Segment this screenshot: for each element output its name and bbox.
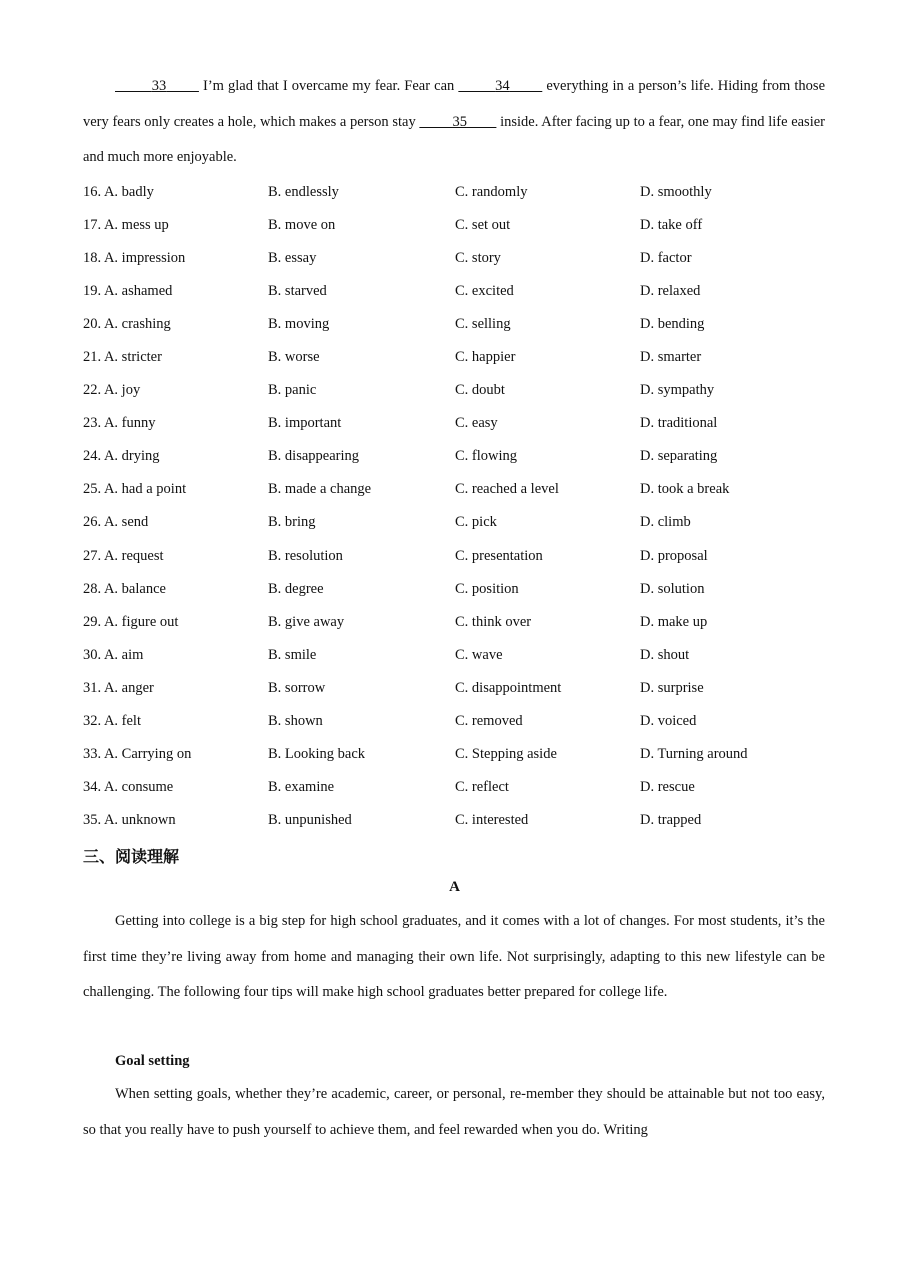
option-c: C. set out [455, 217, 511, 233]
option-d: D. Turning around [640, 746, 748, 762]
option-a: 23. A. funny [83, 415, 156, 431]
option-a: 16. A. badly [83, 184, 154, 200]
option-d: D. bending [640, 316, 705, 332]
option-row-29 [83, 614, 843, 647]
option-b: B. important [268, 415, 342, 431]
option-b: B. disappearing [268, 448, 360, 464]
option-row-17 [83, 217, 843, 250]
option-row-22 [83, 382, 843, 415]
option-c: C. reached a level [455, 481, 559, 497]
option-d: D. separating [640, 448, 718, 464]
passage-letter: A [449, 879, 460, 895]
option-row-16 [83, 184, 843, 217]
option-a: 28. A. balance [83, 581, 166, 597]
sub-heading-goal-setting: Goal setting [115, 1053, 190, 1069]
option-a: 27. A. request [83, 548, 164, 564]
option-b: B. degree [268, 581, 324, 597]
option-b: B. panic [268, 382, 317, 398]
option-b: B. starved [268, 283, 327, 299]
option-b: B. bring [268, 514, 316, 530]
option-b: B. moving [268, 316, 330, 332]
option-c: C. story [455, 250, 501, 266]
option-b: B. shown [268, 713, 323, 729]
option-b: B. examine [268, 779, 335, 795]
option-c: C. reflect [455, 779, 509, 795]
option-a: 35. A. unknown [83, 812, 176, 828]
option-d: D. smoothly [640, 184, 712, 200]
option-d: D. smarter [640, 349, 702, 365]
option-d: D. shout [640, 647, 690, 663]
option-c: C. doubt [455, 382, 505, 398]
option-d: D. trapped [640, 812, 702, 828]
option-a: 30. A. aim [83, 647, 144, 663]
option-d: D. climb [640, 514, 691, 530]
option-row-33 [83, 746, 843, 779]
option-d: D. take off [640, 217, 703, 233]
option-a: 20. A. crashing [83, 316, 171, 332]
option-c: C. randomly [455, 184, 528, 200]
option-b: B. sorrow [268, 680, 326, 696]
option-row-27 [83, 548, 843, 581]
option-b: B. unpunished [268, 812, 352, 828]
option-c: C. selling [455, 316, 511, 332]
option-a: 34. A. consume [83, 779, 174, 795]
option-a: 26. A. send [83, 514, 149, 530]
option-a: 22. A. joy [83, 382, 141, 398]
blank-33: 33 [151, 78, 167, 94]
option-c: C. disappointment [455, 680, 562, 696]
option-row-30 [83, 647, 843, 680]
option-d: D. proposal [640, 548, 708, 564]
option-d: D. rescue [640, 779, 695, 795]
option-d: D. surprise [640, 680, 704, 696]
option-row-24 [83, 448, 843, 481]
passage-paragraph-1: Getting into college is a big step for high school graduates, and it comes with a lot of changes. For most students, it’s the first time they’re living away from home and managing their own life. Not surprisingly, adapting to this new lifestyle can be challenging. The following four tips will make high school graduates better prepared for college life. [83, 913, 825, 1000]
option-row-26 [83, 514, 843, 547]
option-row-19 [83, 283, 843, 316]
option-b: B. move on [268, 217, 336, 233]
option-c: C. Stepping aside [455, 746, 557, 762]
option-row-28 [83, 581, 843, 614]
option-a: 17. A. mess up [83, 217, 169, 233]
option-row-23 [83, 415, 843, 448]
option-a: 29. A. figure out [83, 614, 179, 630]
option-d: D. solution [640, 581, 705, 597]
option-b: B. endlessly [268, 184, 339, 200]
option-c: C. removed [455, 713, 523, 729]
option-c: C. pick [455, 514, 497, 530]
option-c: C. easy [455, 415, 498, 431]
passage-paragraph-2: When setting goals, whether they’re academic, career, or personal, re-member they should be attainable but not too easy, so that you really have to push yourself to achieve them, and feel rewarded when you do. Writing [83, 1086, 825, 1138]
option-a: 21. A. stricter [83, 349, 162, 365]
option-a: 18. A. impression [83, 250, 186, 266]
option-a: 33. A. Carrying on [83, 746, 192, 762]
option-a: 32. A. felt [83, 713, 141, 729]
option-d: D. sympathy [640, 382, 715, 398]
option-c: C. wave [455, 647, 503, 663]
option-row-34 [83, 779, 843, 812]
option-a: 25. A. had a point [83, 481, 187, 497]
option-row-20 [83, 316, 843, 349]
option-a: 31. A. anger [83, 680, 154, 696]
blank-34: 34 [495, 78, 510, 94]
option-a: 19. A. ashamed [83, 283, 173, 299]
option-row-25 [83, 481, 843, 514]
option-c: C. position [455, 581, 519, 597]
option-b: B. give away [268, 614, 345, 630]
option-b: B. Looking back [268, 746, 366, 762]
option-row-31 [83, 680, 843, 713]
option-c: C. interested [455, 812, 529, 828]
option-c: C. happier [455, 349, 516, 365]
section-heading: 三、阅读理解 [83, 847, 180, 866]
option-b: B. made a change [268, 481, 372, 497]
option-a: 24. A. drying [83, 448, 160, 464]
option-row-32 [83, 713, 843, 746]
option-c: C. think over [455, 614, 532, 630]
option-c: C. presentation [455, 548, 543, 564]
option-d: D. make up [640, 614, 708, 630]
option-b: B. worse [268, 349, 320, 365]
option-c: C. excited [455, 283, 514, 299]
option-b: B. essay [268, 250, 317, 266]
option-b: B. resolution [268, 548, 343, 564]
option-c: C. flowing [455, 448, 518, 464]
option-d: D. traditional [640, 415, 718, 431]
option-row-18 [83, 250, 843, 283]
cloze-intro-paragraph: 33 I’m glad that I overcame my fear. Fear can 34 everything in a person’s life. Hiding from those very fears only creates a hole, which makes a person stay 35 inside. After facing up to a fear, one may find life easier and much more enjoyable. [83, 78, 826, 165]
option-d: D. voiced [640, 713, 697, 729]
blank-35: 35 [452, 113, 467, 130]
option-b: B. smile [268, 647, 317, 663]
option-row-21 [83, 349, 843, 382]
option-d: D. took a break [640, 481, 730, 497]
option-d: D. factor [640, 250, 692, 266]
option-row-35 [83, 812, 843, 845]
option-d: D. relaxed [640, 283, 701, 299]
